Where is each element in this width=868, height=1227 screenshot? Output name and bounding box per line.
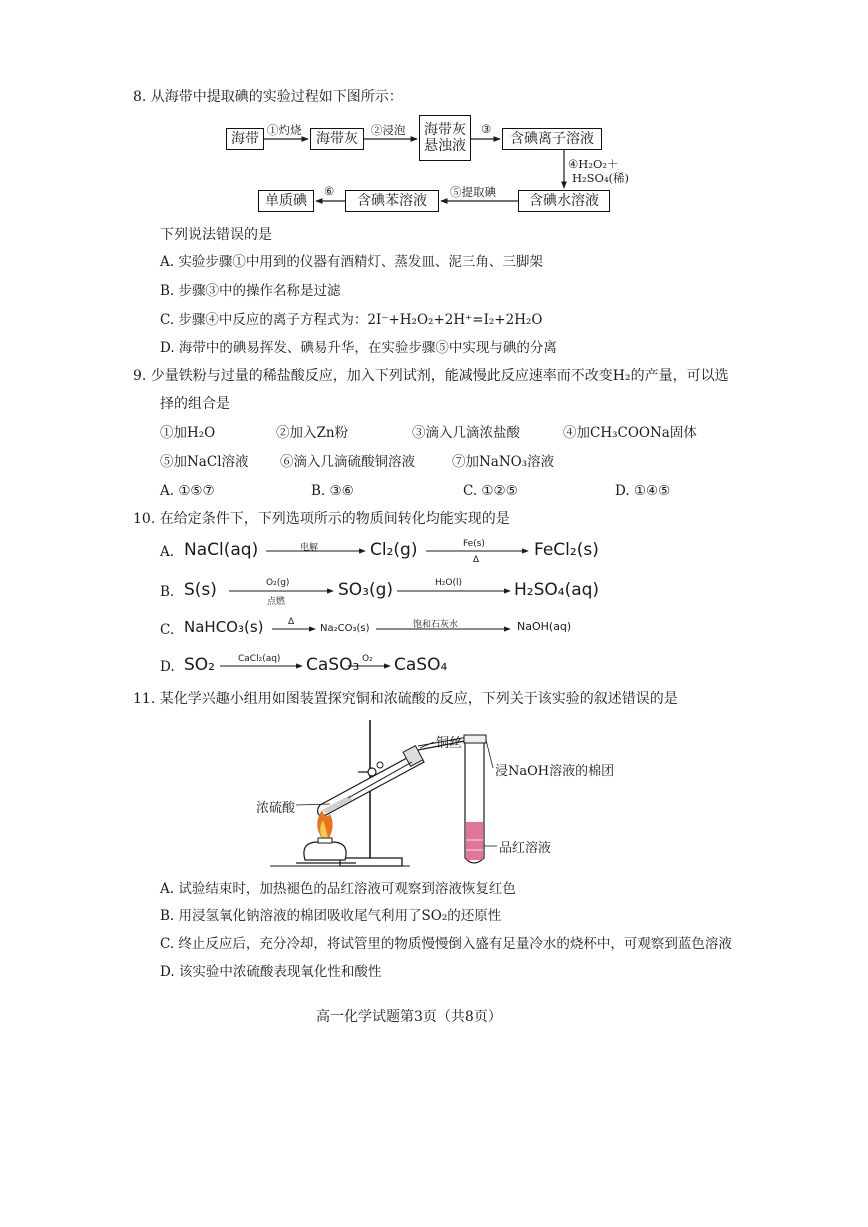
q10a-c1: 电解 (300, 543, 319, 553)
q10c-s1: NaHCO₃(s) (184, 618, 264, 636)
flow-box-seaweed-text: 海带 (231, 130, 259, 147)
flow-step4-label-2: H₂SO₄(稀) (572, 171, 630, 185)
q10c-s3: NaOH(aq) (517, 620, 572, 633)
q9-reagent-7: ⑦加NaNO₃溶液 (452, 454, 555, 470)
flow-box-iodine-benzene-text: 含碘苯溶液 (357, 192, 427, 209)
q10c-c2: 饱和石灰水 (413, 620, 459, 630)
flow-arrows (0, 0, 868, 230)
label-copper-wire: 铜丝 (436, 736, 463, 751)
q9-reagent-6: ⑥滴入几滴硫酸铜溶液 (280, 454, 415, 470)
q10b-label: B. (160, 584, 175, 600)
q11-option-a: A. 试验结束时，加热褪色的品红溶液可观察到溶液恢复红色 (160, 881, 516, 897)
flow-box-suspension-l1: 海带灰 (424, 121, 466, 138)
q9-reagent-3: ③滴入几滴浓盐酸 (412, 425, 520, 441)
flow-step2-label: ②浸泡 (371, 123, 406, 137)
q10a-s2: Cl₂(g) (370, 540, 418, 560)
q10c-label: C. (160, 622, 175, 638)
pink-solution (466, 822, 483, 860)
flow-step5-label: ⑤提取碘 (450, 185, 496, 199)
q10a-c2b: Δ (473, 555, 480, 565)
label-pink-solution: 品红溶液 (499, 841, 552, 856)
q11-stem: 11. 某化学兴趣小组用如图装置探究铜和浓硫酸的反应，下列关于该实验的叙述错误的是 (133, 691, 678, 707)
q11-option-c: C. 终止反应后，充分冷却，将试管里的物质慢慢倒入盛有足量冷水的烧杯中，可观察到蓝色溶液 (160, 936, 732, 952)
q9-reagent-1: ①加H₂O (160, 425, 216, 441)
q9-stem-line1: 9. 少量铁粉与过量的稀盐酸反应，加入下列试剂，能减慢此反应速率而不改变H₂的产量，可以选 (133, 368, 729, 384)
flow-box-suspension-l2: 悬浊液 (424, 138, 466, 154)
q10-stem: 10. 在给定条件下，下列选项所示的物质间转化均能实现的是 (133, 511, 510, 527)
q11-option-d: D. 该实验中浓硫酸表现氧化性和酸性 (160, 964, 382, 980)
flow-step1-label: ①灼烧 (267, 123, 302, 137)
q9-reagent-4: ④加CH₃COONa固体 (563, 425, 697, 441)
q10b-s2: SO₃(g) (338, 580, 394, 600)
page-footer: 高一化学试题第3页（共8页） (316, 1009, 502, 1025)
q10b-s1: S(s) (184, 580, 217, 600)
test-tube (318, 746, 424, 816)
alcohol-lamp (304, 842, 346, 860)
flow-box-iodine-water-text: 含碘水溶液 (529, 192, 599, 209)
q10a-label: A. (160, 544, 175, 560)
q10b-s3: H₂SO₄(aq) (514, 580, 600, 600)
flow-step3-label: ③ (481, 122, 492, 136)
q9-option-c: C. ①②⑤ (463, 483, 518, 499)
q8-option-a: A. 实验步骤①中用到的仪器有酒精灯、蒸发皿、泥三角、三脚架 (160, 254, 543, 270)
q8-option-c: C. 步骤④中反应的离子方程式为：2I⁻+H₂O₂+2H⁺=I₂+2H₂O (160, 312, 543, 328)
q10d-c1: CaCl₂(aq) (238, 654, 281, 664)
label-conc-acid: 浓硫酸 (256, 801, 296, 816)
flow-box-ash-text: 海带灰 (316, 130, 358, 147)
q9-reagent-2: ②加入Zn粉 (276, 425, 349, 441)
flow-step4-label-1: ④H₂O₂＋ (568, 157, 619, 171)
flow-box-iodide-text: 含碘离子溶液 (510, 130, 594, 147)
flow-box-iodine-text: 单质碘 (265, 192, 307, 209)
q10d-s3: CaSO₄ (394, 655, 448, 675)
q10b-c2: H₂O(l) (435, 578, 462, 588)
label-cotton: 浸NaOH溶液的棉团 (495, 764, 615, 779)
q10a-c2a: Fe(s) (463, 539, 485, 549)
q8-option-d: D. 海带中的碘易挥发、碘易升华，在实验步骤⑤中实现与碘的分离 (160, 340, 557, 356)
q10d-c2: O₂ (362, 654, 373, 664)
stand-base (340, 858, 402, 866)
q9-reagent-5: ⑤加NaCl溶液 (160, 454, 249, 470)
cotton-plug (464, 735, 486, 743)
q9-option-a: A. ①⑤⑦ (160, 483, 215, 499)
apparatus-diagram (0, 710, 868, 870)
q10b-c1b: 点燃 (267, 597, 286, 607)
q8-stem: 8. 从海带中提取碘的实验过程如下图所示： (133, 89, 403, 105)
q10b-c1a: O₂(g) (266, 578, 290, 588)
flow-step6-label: ⑥ (324, 184, 335, 198)
q10d-label: D. (160, 659, 175, 675)
q10d-s1: SO₂ (184, 655, 215, 675)
q9-option-b: B. ③⑥ (311, 483, 354, 499)
q10a-s3: FeCl₂(s) (534, 540, 599, 560)
q8-prompt: 下列说法错误的是 (160, 227, 272, 243)
q10c-s2: Na₂CO₃(s) (320, 623, 370, 634)
q10a-s1: NaCl(aq) (184, 540, 259, 560)
q8-option-b: B. 步骤③中的操作名称是过滤 (160, 283, 341, 299)
q10d-s2: CaSO₃ (306, 655, 360, 675)
q9-stem-line2: 择的组合是 (160, 396, 230, 412)
q9-option-d: D. ①④⑤ (615, 483, 671, 499)
q11-option-b: B. 用浸氢氧化钠溶液的棉团吸收尾气利用了SO₂的还原性 (160, 908, 502, 924)
q10c-c1: Δ (288, 617, 295, 627)
